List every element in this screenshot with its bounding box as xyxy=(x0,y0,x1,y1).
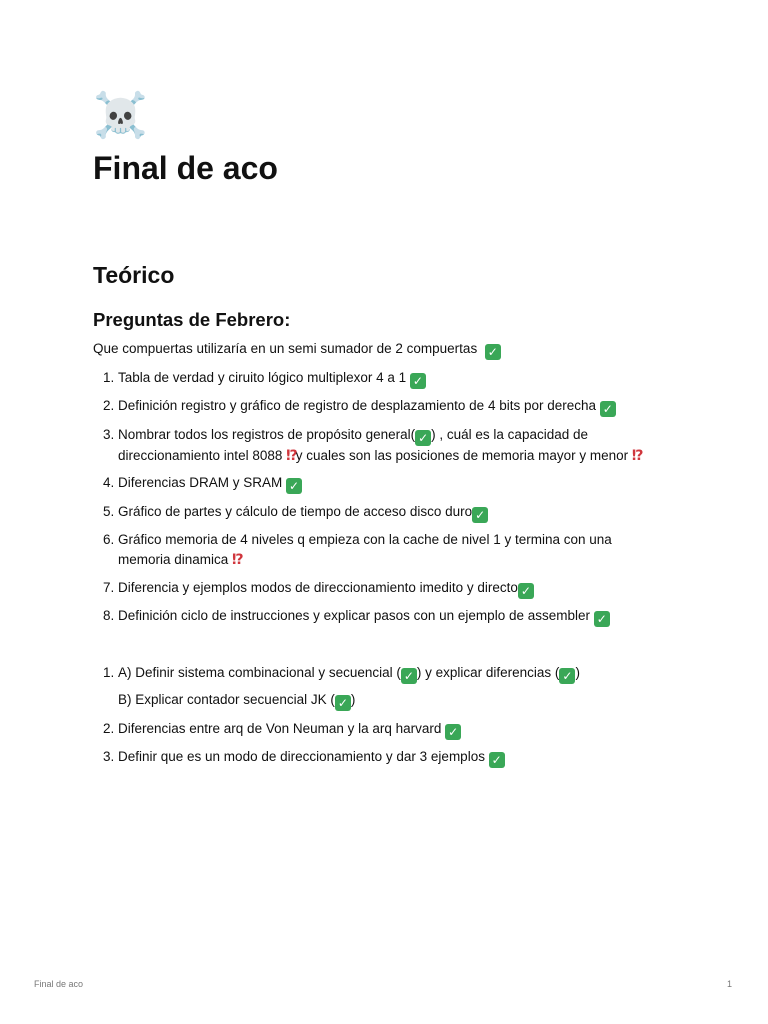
list-item: 3. Definir que es un modo de direccionamiento y dar 3 ejemplos ✓ xyxy=(118,747,653,768)
check-icon: ✓ xyxy=(472,507,488,523)
question-list-2 xyxy=(93,663,653,768)
list-item: 8. Definición ciclo de instrucciones y explicar pasos con un ejemplo de assembler ✓ xyxy=(118,606,653,627)
list-sub-item: B) Explicar contador secuencial JK ( ✓ ) xyxy=(118,692,356,710)
question-icon: ⁉ xyxy=(631,447,642,464)
check-icon: ✓ xyxy=(335,695,351,711)
list-item: 6. Gráfico memoria de 4 niveles q empieza con la cache de nivel 1 y termina con una memoria dinamica ⁉ xyxy=(118,530,653,570)
list-item: 1. A) Definir sistema combinacional y secuencial ( ✓ ) y explicar diferencias ( ✓ ) B) Explicar contador secuencial JK ( ✓ ) xyxy=(118,663,653,711)
check-icon: ✓ xyxy=(559,668,575,684)
check-icon: ✓ xyxy=(445,724,461,740)
check-icon: ✓ xyxy=(600,401,616,417)
page-title: Final de aco xyxy=(93,150,278,186)
check-icon: ✓ xyxy=(518,583,534,599)
check-icon: ✓ xyxy=(594,611,610,627)
footer-title: Final de aco xyxy=(34,979,84,989)
list-item: 2. Diferencias entre arq de Von Neuman y la arq harvard ✓ xyxy=(118,719,653,740)
check-icon: ✓ xyxy=(415,430,431,446)
check-icon: ✓ xyxy=(485,344,501,360)
list-item: 3. Nombrar todos los registros de propósito general( ✓ ) , cuál es la capacidad de direccionamiento intel 8088 ⁉y cuales son las posiciones de memoria mayor y menor ⁉ xyxy=(118,425,653,466)
list-item: 4. Diferencias DRAM y SRAM ✓ xyxy=(118,473,653,494)
question-icon: ⁉ xyxy=(286,447,296,464)
list-item: 7. Diferencia y ejemplos modos de direccionamiento imedito y directo ✓ xyxy=(118,578,653,599)
list-item: 2. Definición registro y gráfico de registro de desplazamiento de 4 bits por derecha ✓ xyxy=(118,396,653,417)
question-icon: ⁉ xyxy=(232,552,242,568)
check-icon: ✓ xyxy=(410,373,426,389)
check-icon: ✓ xyxy=(489,752,505,768)
document-page xyxy=(93,90,653,768)
section-heading: Teórico xyxy=(93,262,175,288)
skull-icon: ☠️ xyxy=(93,90,148,141)
check-icon: ✓ xyxy=(401,668,417,684)
list-item: 5. Gráfico de partes y cálculo de tiempo de acceso disco duro ✓ xyxy=(118,502,653,523)
intro-question: Que compuertas utilizaría en un semi sumador de 2 compuertas ✓ xyxy=(93,339,653,360)
page-number: 1 xyxy=(727,979,733,989)
check-icon: ✓ xyxy=(286,478,302,494)
subsection-heading: Preguntas de Febrero: xyxy=(93,309,291,330)
question-list-1 xyxy=(93,368,653,628)
list-item: 1. Tabla de verdad y ciruito lógico multiplexor 4 a 1 ✓ xyxy=(118,368,653,389)
